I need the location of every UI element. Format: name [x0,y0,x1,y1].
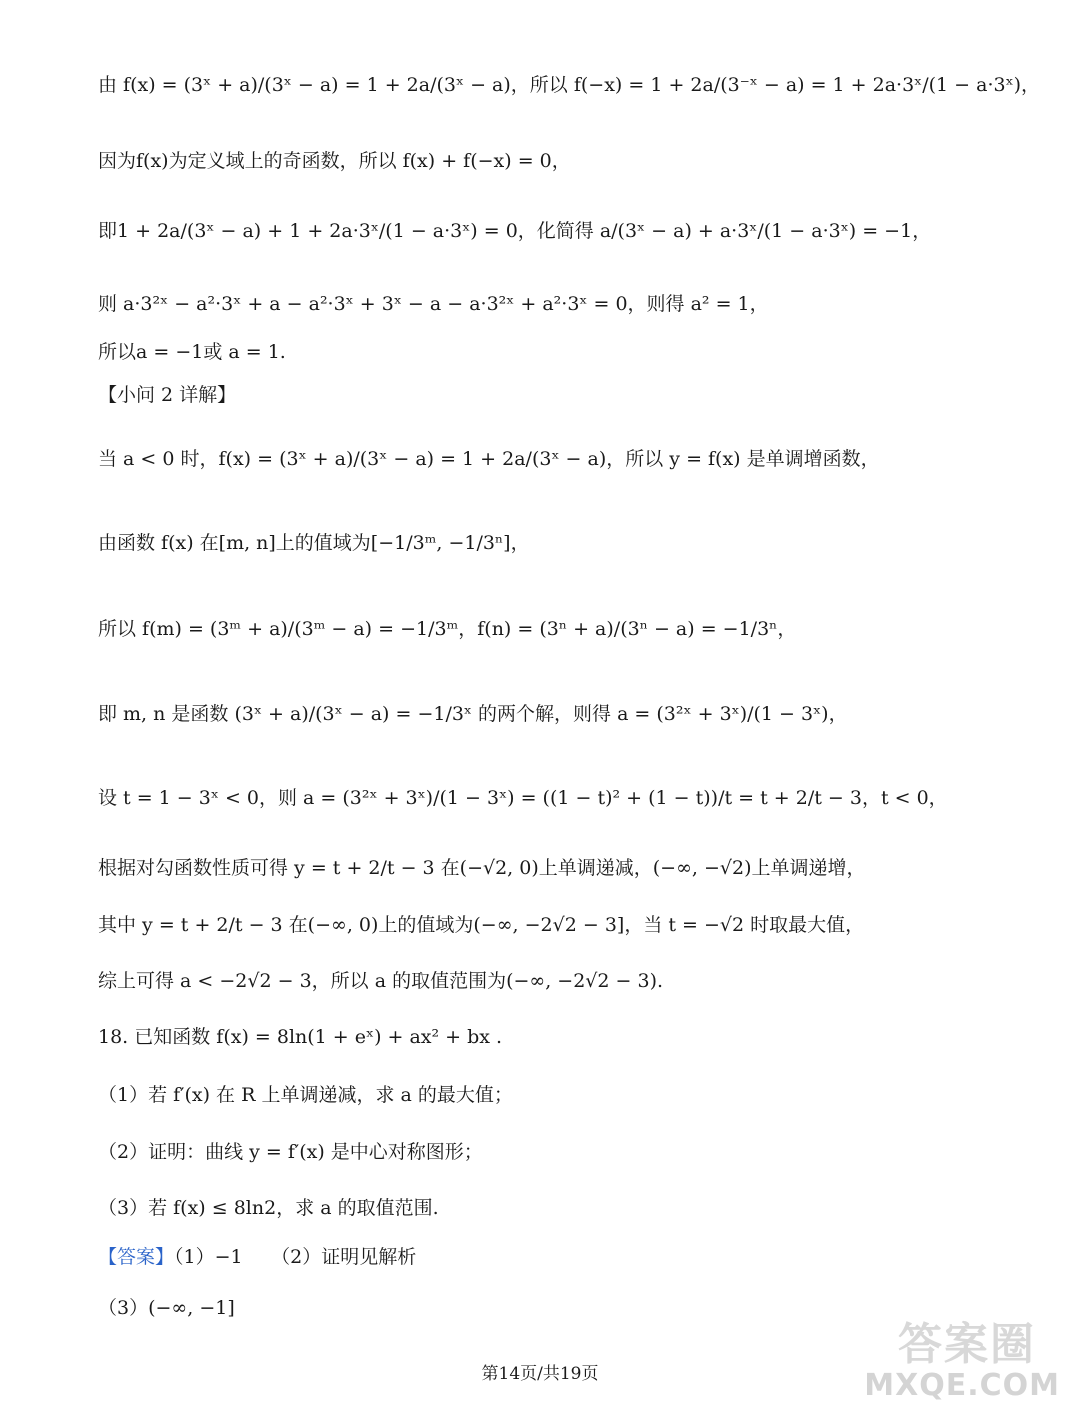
line-text: 【小问 2 详解】 [98,384,237,406]
line-text: 由函数 f(x) 在[m, n]上的值域为[−1/3ᵐ, −1/3ⁿ]， [98,532,530,554]
line-text: （1）若 f′(x) 在 R 上单调递减，求 a 的最大值； [98,1084,513,1106]
text-line [98,914,1020,937]
line-text: 综上可得 a < −2√2 − 3，所以 a 的取值范围为(−∞, −2√2 − 3). [98,970,664,992]
watermark-logo [864,1308,1060,1403]
text-line [98,341,1020,364]
line-text: 因为f(x)为定义域上的奇函数，所以 f(x) + f(−x) = 0， [98,150,571,172]
line-text: （1）−1 （2）证明见解析 [174,1246,417,1268]
text-line [98,74,1041,97]
text-line [98,1084,1020,1107]
line-text: （3）(−∞, −1] [98,1297,235,1319]
line-text: （2）证明：曲线 y = f′(x) 是中心对称图形； [98,1141,483,1163]
line-text: 当 a < 0 时，f(x) = (3ˣ + a)/(3ˣ − a) = 1 + 2a/(3ˣ − a)，所以 y = f(x) 是单调增函数， [98,448,880,470]
text-line [98,532,1020,555]
text-line [98,220,1020,243]
watermark-text-top: 答案圈 [898,1319,1036,1370]
text-line [98,150,1020,173]
line-text: 根据对勾函数性质可得 y = t + 2/t − 3 在(−√2, 0)上单调递减，(−∞, −√2)上单调递增， [98,857,866,879]
line-text: 所以a = −1或 a = 1. [98,341,286,363]
page-footer: 第14页/共19页 [481,1364,599,1384]
text-line [98,1026,1020,1049]
text-line [98,1246,1020,1269]
text-line [98,1141,1020,1164]
line-text: 即 m, n 是函数 (3ˣ + a)/(3ˣ − a) = −1/3ˣ 的两个解，则得 a = (3²ˣ + 3ˣ)/(1 − 3ˣ)， [98,703,848,725]
text-line [98,1197,1020,1220]
line-text: 其中 y = t + 2/t − 3 在(−∞, 0)上的值域为(−∞, −2√2 − 3]，当 t = −√2 时取最大值， [98,914,865,936]
text-line [98,293,1020,316]
answer-label: 【答案】 [98,1246,175,1268]
line-text: 由 f(x) = (3ˣ + a)/(3ˣ − a) = 1 + 2a/(3ˣ − a)，所以 f(−x) = 1 + 2a/(3⁻ˣ − a) = 1 + 2a·3ˣ/(1 − a·3ˣ)， [98,74,1041,96]
text-line [98,787,1020,810]
line-text: 18. 已知函数 f(x) = 8ln(1 + eˣ) + ax² + bx . [98,1026,503,1048]
text-line [98,703,1020,726]
text-line [98,970,1020,993]
text-line [98,448,1020,471]
text-line [98,857,1020,880]
text-line [98,618,1020,641]
line-text: 设 t = 1 − 3ˣ < 0，则 a = (3²ˣ + 3ˣ)/(1 − 3ˣ) = ((1 − t)² + (1 − t))/t = t + 2/t − 3，t < 0， [98,787,948,809]
line-text: 即1 + 2a/(3ˣ − a) + 1 + 2a·3ˣ/(1 − a·3ˣ) = 0，化简得 a/(3ˣ − a) + a·3ˣ/(1 − a·3ˣ) = −1， [98,220,932,242]
watermark-text-bottom: MXQE.COM [864,1368,1060,1403]
line-text: 所以 f(m) = (3ᵐ + a)/(3ᵐ − a) = −1/3ᵐ，f(n) = (3ⁿ + a)/(3ⁿ − a) = −1/3ⁿ， [98,618,797,640]
text-line [98,384,1020,407]
line-text: 则 a·3²ˣ − a²·3ˣ + a − a²·3ˣ + 3ˣ − a − a·3²ˣ + a²·3ˣ = 0，则得 a² = 1， [98,293,769,315]
line-text: （3）若 f(x) ≤ 8ln2，求 a 的取值范围. [98,1197,439,1219]
